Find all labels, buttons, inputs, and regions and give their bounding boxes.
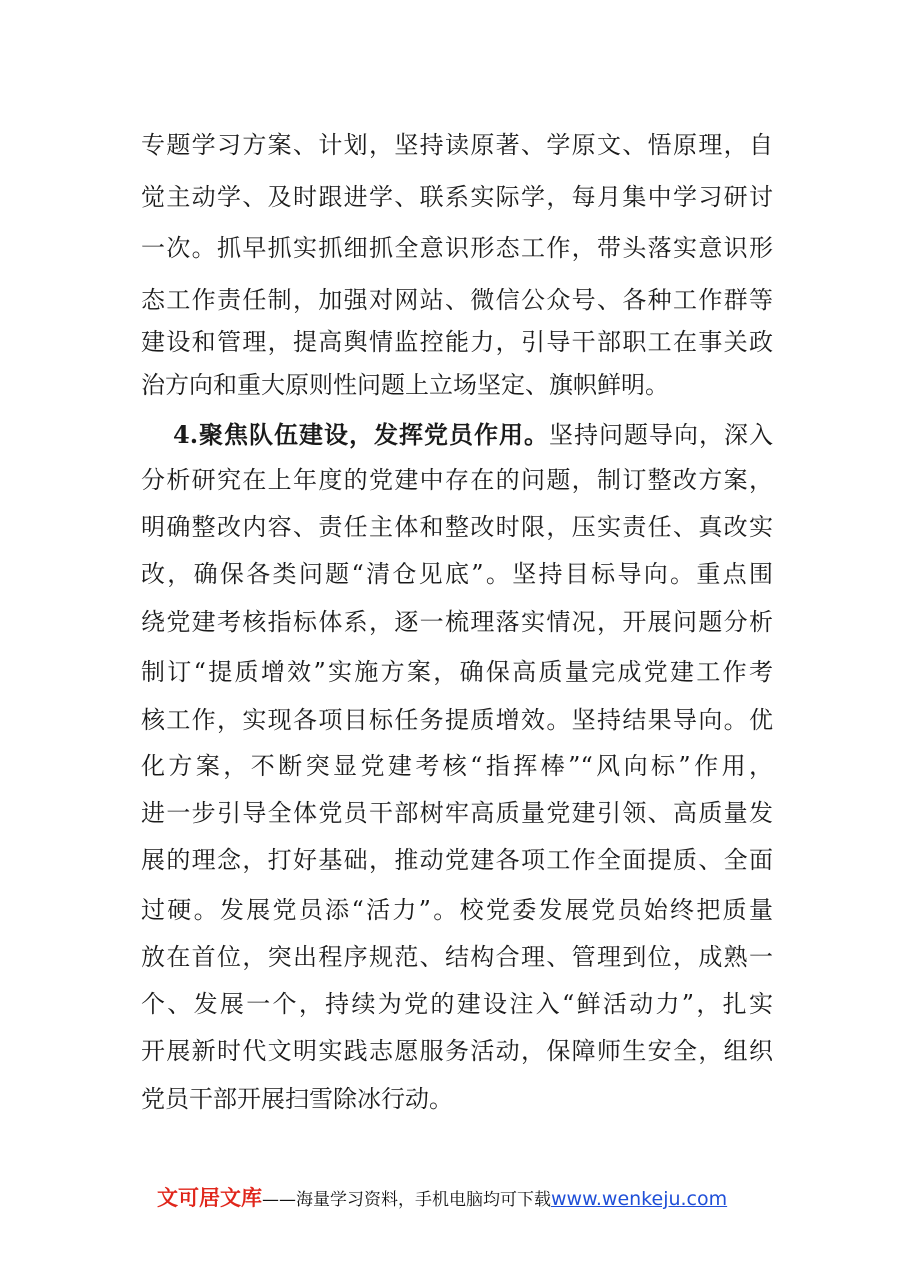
footer-brand: 文可居文库 — [157, 1186, 262, 1210]
body-line: 制订“提质增效”实施方案，确保高质量完成党建工作考 — [141, 658, 773, 686]
body-line: 专题学习方案、计划，坚持读原著、学原文、悟原理，自 — [141, 131, 773, 159]
body-line: 分析研究在上年度的党建中存在的问题，制订整改方案， — [141, 466, 773, 494]
body-line: 过硬。发展党员添“活力”。校党委发展党员始终把质量 — [141, 896, 773, 924]
body-line: 个、发展一个，持续为党的建设注入“鲜活动力”，扎实 — [141, 990, 773, 1018]
footer-banner — [157, 1183, 727, 1213]
section-heading-rest: 坚持问题导向，深入 — [549, 421, 773, 449]
body-line: 觉主动学、及时跟进学、联系实际学，每月集中学习研讨 — [141, 183, 773, 211]
body-line: 改，确保各类问题“清仓见底”。坚持目标导向。重点围 — [141, 560, 773, 588]
body-line: 放在首位，突出程序规范、结构合理、管理到位，成熟一 — [141, 943, 773, 971]
section-heading-line — [173, 418, 773, 452]
body-line: 建设和管理，提高舆情监控能力，引导干部职工在事关政 — [141, 328, 773, 356]
footer-tagline: ——海量学习资料，手机电脑均可下载 — [262, 1190, 551, 1210]
body-line: 开展新时代文明实践志愿服务活动，保障师生安全，组织 — [141, 1037, 773, 1065]
body-line: 态工作责任制，加强对网站、微信公众号、各种工作群等 — [141, 286, 773, 314]
body-line: 治方向和重大原则性问题上立场坚定、旗帜鲜明。 — [141, 371, 669, 399]
section-heading: 4.聚焦队伍建设，发挥党员作用。 — [173, 420, 550, 449]
body-line: 一次。抓早抓实抓细抓全意识形态工作，带头落实意识形 — [141, 234, 773, 262]
body-line: 化方案，不断突显党建考核“指挥棒”“风向标”作用， — [141, 752, 773, 780]
body-line: 进一步引导全体党员干部树牢高质量党建引领、高质量发 — [141, 799, 773, 827]
body-line: 党员干部开展扫雪除冰行动。 — [141, 1085, 453, 1113]
body-line: 绕党建考核指标体系，逐一梳理落实情况，开展问题分析 — [141, 608, 773, 636]
footer-url-link[interactable]: www.wenkeju.com — [551, 1188, 728, 1210]
body-line: 核工作，实现各项目标任务提质增效。坚持结果导向。优 — [141, 706, 773, 734]
body-line: 明确整改内容、责任主体和整改时限，压实责任、真改实 — [141, 513, 773, 541]
body-line: 展的理念，打好基础，推动党建各项工作全面提质、全面 — [141, 846, 773, 874]
